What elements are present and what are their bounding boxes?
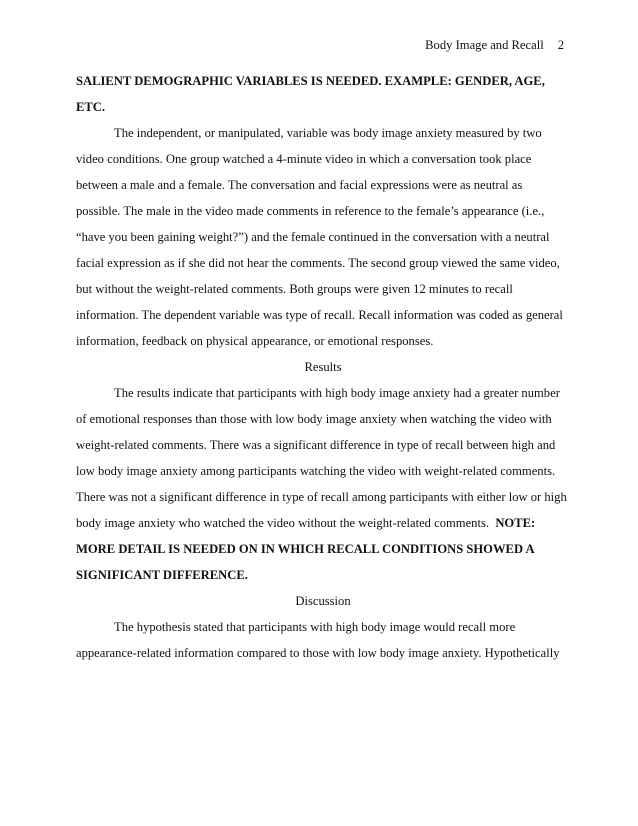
comment-line — [76, 536, 570, 562]
line-text: “have you been gaining weight?”) and the female continued in the conversation with a neutral — [76, 230, 550, 244]
line-text: The hypothesis stated that participants with high body image would recall more — [114, 620, 516, 634]
line-text: appearance-related information compared to those with low body image anxiety. Hypothetically — [76, 646, 560, 660]
comment-line — [76, 562, 570, 588]
paragraph-line — [76, 614, 570, 640]
running-head — [425, 38, 564, 53]
paragraph-line — [76, 380, 570, 406]
page-number: 2 — [557, 38, 564, 52]
paragraph-line — [76, 276, 570, 302]
section-heading-results — [76, 354, 570, 380]
comment-line — [76, 94, 570, 120]
paragraph-line — [76, 198, 570, 224]
paragraph-line — [76, 328, 570, 354]
line-text: The results indicate that participants with high body image anxiety had a greater number — [114, 386, 560, 400]
heading-text: Discussion — [295, 594, 351, 608]
line-text: between a male and a female. The conversation and facial expressions were as neutral as — [76, 178, 523, 192]
line-text: SALIENT DEMOGRAPHIC VARIABLES IS NEEDED. EXAMPLE: GENDER, AGE, — [76, 74, 545, 88]
paragraph-line — [76, 120, 570, 146]
line-text: video conditions. One group watched a 4-minute video in which a conversation took place — [76, 152, 532, 166]
section-heading-discussion — [76, 588, 570, 614]
paragraph-line — [76, 172, 570, 198]
heading-text: Results — [304, 360, 342, 374]
line-text: low body image anxiety among participants watching the video with weight-related comments. — [76, 464, 556, 478]
line-text: body image anxiety who watched the video without the weight-related comments. — [76, 516, 490, 530]
paragraph-line — [76, 250, 570, 276]
paragraph-line — [76, 432, 570, 458]
line-text: of emotional responses than those with low body image anxiety when watching the video with — [76, 412, 552, 426]
running-head-title: Body Image and Recall — [425, 38, 544, 52]
paragraph-line — [76, 302, 570, 328]
line-text: ETC. — [76, 100, 106, 114]
paragraph-line — [76, 224, 570, 250]
line-text: information, feedback on physical appearance, or emotional responses. — [76, 334, 434, 348]
paragraph-line — [76, 484, 570, 510]
line-text: SIGNIFICANT DIFFERENCE. — [76, 568, 248, 582]
line-text: but without the weight-related comments. Both groups were given 12 minutes to recall — [76, 282, 513, 296]
paragraph-line — [76, 458, 570, 484]
line-text: There was not a significant difference in type of recall among participants with either low or high — [76, 490, 567, 504]
line-text: The independent, or manipulated, variable was body image anxiety measured by two — [114, 126, 542, 140]
paragraph-line — [76, 640, 570, 666]
body-text — [76, 68, 570, 666]
line-text: weight-related comments. There was a significant difference in type of recall between high and — [76, 438, 556, 452]
paragraph-line — [76, 146, 570, 172]
paragraph-line — [76, 510, 570, 536]
comment-line — [76, 68, 570, 94]
note-label: NOTE: — [495, 516, 536, 530]
line-text: possible. The male in the video made comments in reference to the female’s appearance (i.e., — [76, 204, 545, 218]
line-text: information. The dependent variable was type of recall. Recall information was coded as general — [76, 308, 563, 322]
paragraph-line — [76, 406, 570, 432]
line-text: facial expression as if she did not hear the comments. The second group viewed the same video, — [76, 256, 560, 270]
line-text: MORE DETAIL IS NEEDED ON IN WHICH RECALL CONDITIONS SHOWED A — [76, 542, 535, 556]
